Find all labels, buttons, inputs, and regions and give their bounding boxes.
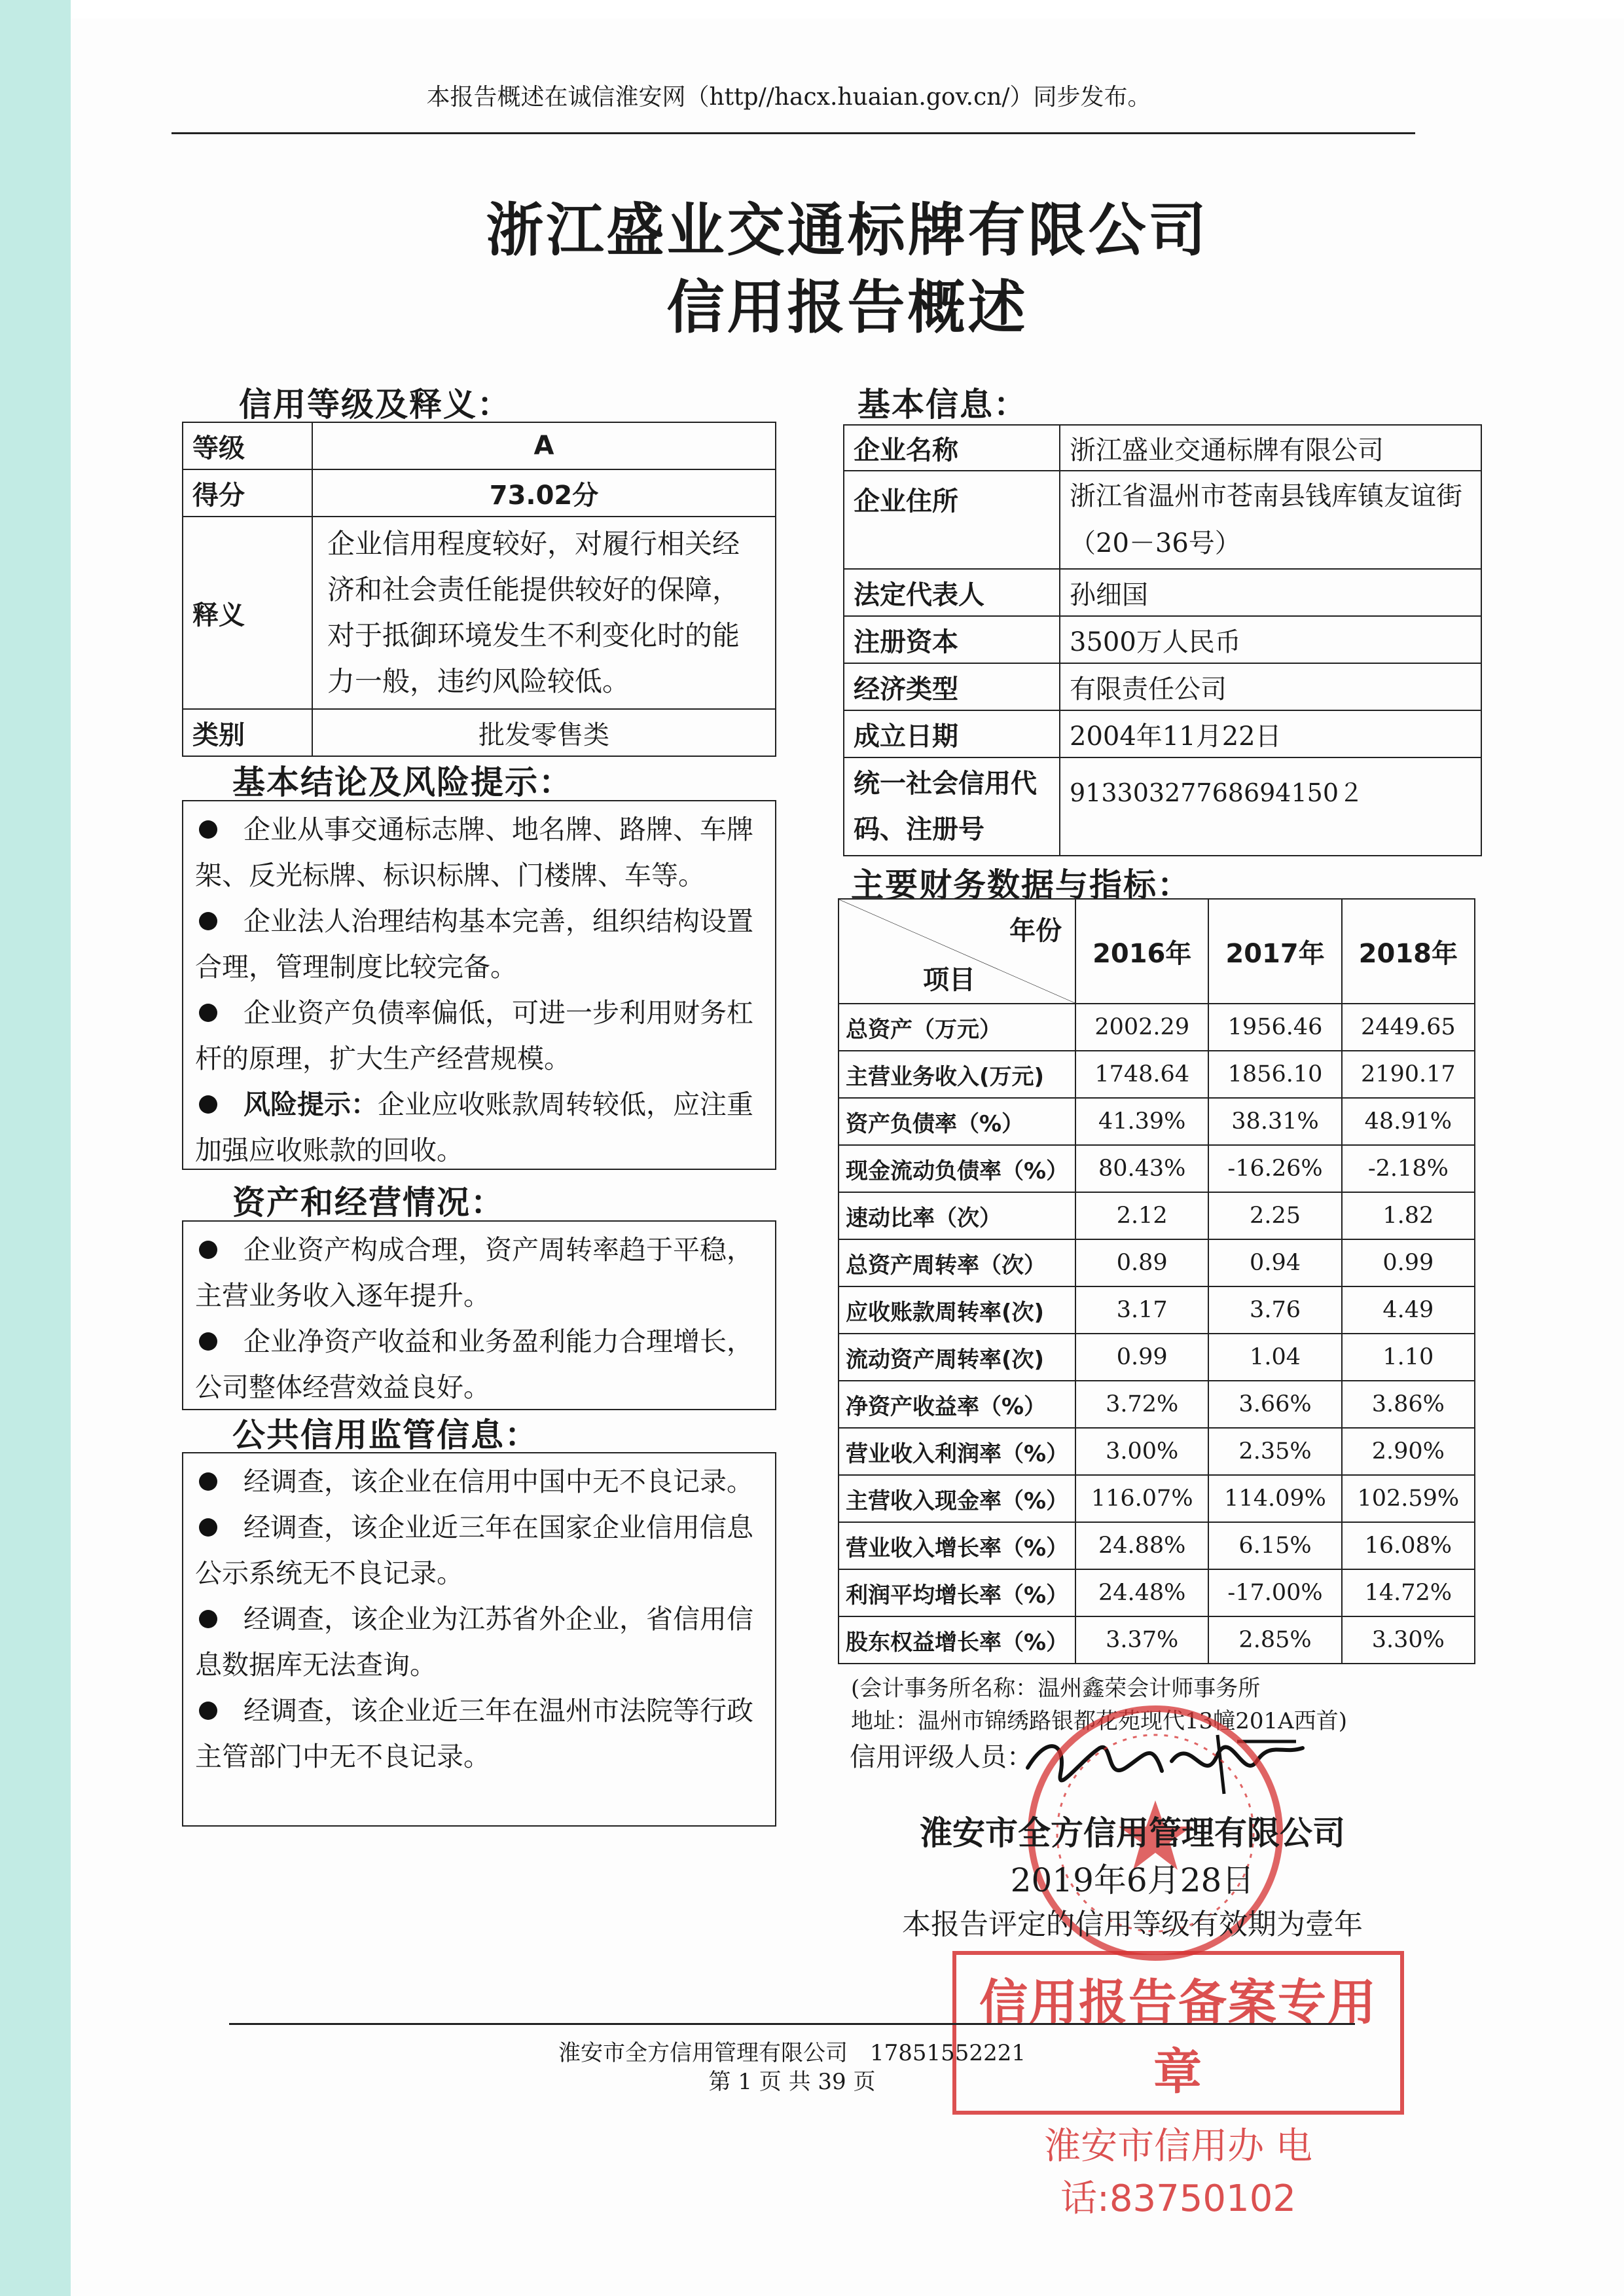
financial-value: 6.15% — [1208, 1522, 1341, 1569]
financial-item-label: 速动比率（次） — [839, 1192, 1075, 1239]
financial-value: 3.72% — [1075, 1381, 1208, 1428]
financial-value: 102.59% — [1342, 1475, 1475, 1522]
financial-value: 1856.10 — [1208, 1051, 1341, 1098]
supervision-heading: 公共信用监管信息： — [232, 1416, 539, 1454]
basic-heading: 基本信息： — [857, 386, 1028, 424]
category-label: 类别 — [183, 709, 312, 756]
firm-note: (会计事务所名称：温州鑫荣会计师事务所 — [851, 1675, 1261, 1702]
financial-row — [839, 1616, 1475, 1664]
assets-item: 企业净资产收益和业务盈利能力合理增长，公司整体经营效益良好。 — [195, 1326, 753, 1403]
financial-value: 1748.64 — [1075, 1051, 1208, 1098]
financial-value: 24.88% — [1075, 1522, 1208, 1569]
financial-item-label: 主营业务收入(万元) — [839, 1051, 1075, 1098]
corner-cell — [839, 899, 1075, 1004]
financial-value: 3.86% — [1342, 1381, 1475, 1428]
financial-value: 2.12 — [1075, 1192, 1208, 1239]
financial-value: 1.04 — [1208, 1334, 1341, 1381]
score-label: 得分 — [183, 469, 312, 517]
corner-item: 项目 — [923, 965, 975, 995]
credit-table — [182, 422, 776, 757]
rater-label: 信用评级人员： — [850, 1742, 1033, 1772]
risk-label: 风险提示： — [244, 1089, 378, 1120]
header-rule — [171, 132, 1415, 134]
bullet-icon — [199, 912, 217, 930]
financial-value: 16.08% — [1342, 1522, 1475, 1569]
financial-item-label: 资产负债率（%） — [839, 1098, 1075, 1145]
supervision-item: 经调查，该企业为江苏省外企业，省信用信息数据库无法查询。 — [195, 1603, 753, 1681]
conclusion-item: 企业资产负债率偏低，可进一步利用财务杠杆的原理，扩大生产经营规模。 — [195, 997, 753, 1074]
financial-item-label: 净资产收益率（%） — [839, 1381, 1075, 1428]
financial-value: 2002.29 — [1075, 1004, 1208, 1051]
assets-heading: 资产和经营情况： — [232, 1184, 505, 1222]
financial-value: 114.09% — [1208, 1475, 1341, 1522]
supervision-box — [182, 1452, 776, 1827]
financial-row — [839, 1428, 1475, 1475]
financial-value: 1.10 — [1342, 1334, 1475, 1381]
basic-value: 2004年11月22日 — [1060, 710, 1481, 757]
financial-value: -17.00% — [1208, 1569, 1341, 1616]
financial-row — [839, 1098, 1475, 1145]
grade-value: A — [312, 422, 776, 469]
footer-company: 淮安市全方信用管理有限公司 17851552221 — [558, 2040, 1026, 2066]
credit-heading: 信用等级及释义： — [239, 386, 511, 424]
financial-row — [839, 1334, 1475, 1381]
year-header: 2018年 — [1342, 899, 1475, 1004]
financial-row — [839, 1286, 1475, 1334]
bullet-icon — [199, 820, 217, 839]
basic-value: 91330327768694150２ — [1060, 757, 1481, 856]
conclusion-heading: 基本结论及风险提示： — [232, 763, 573, 801]
year-header: 2016年 — [1075, 899, 1208, 1004]
basic-label: 经济类型 — [844, 663, 1060, 710]
basic-label: 法定代表人 — [844, 569, 1060, 616]
financial-value: 41.39% — [1075, 1098, 1208, 1145]
financial-value: 2.25 — [1208, 1192, 1341, 1239]
financial-value: 2.90% — [1342, 1428, 1475, 1475]
footer-rule — [229, 2023, 1355, 2025]
stamp-contact: 淮安市信用办 电话:83750102 — [1044, 2125, 1312, 2220]
financial-item-label: 现金流动负债率（%） — [839, 1145, 1075, 1192]
financial-item-label: 股东权益增长率（%） — [839, 1616, 1075, 1664]
financial-value: 3.66% — [1208, 1381, 1341, 1428]
financial-value: 3.00% — [1075, 1428, 1208, 1475]
financial-value: 2.85% — [1208, 1616, 1341, 1664]
financial-row — [839, 1569, 1475, 1616]
assets-box — [182, 1220, 776, 1410]
financial-value: 3.30% — [1342, 1616, 1475, 1664]
supervision-item: 经调查，该企业在信用中国中无不良记录。 — [195, 1459, 763, 1504]
financial-row — [839, 1145, 1475, 1192]
financial-row — [839, 1475, 1475, 1522]
grade-label: 等级 — [183, 422, 312, 469]
basic-value: 孙细国 — [1060, 569, 1481, 616]
financial-row — [839, 1051, 1475, 1098]
financial-item-label: 应收账款周转率(次) — [839, 1286, 1075, 1334]
financial-value: 3.17 — [1075, 1286, 1208, 1334]
financial-value: -16.26% — [1208, 1145, 1341, 1192]
financial-value: 1956.46 — [1208, 1004, 1341, 1051]
bullet-icon — [199, 1518, 217, 1537]
stamp-title: 信用报告备案专用章 — [979, 1975, 1377, 2100]
side-strip — [0, 0, 71, 2296]
financial-item-label: 利润平均增长率（%） — [839, 1569, 1075, 1616]
bullet-icon — [199, 1004, 217, 1022]
financial-item-label: 营业收入增长率（%） — [839, 1522, 1075, 1569]
basic-label: 注册资本 — [844, 616, 1060, 663]
financial-value: 2190.17 — [1342, 1051, 1475, 1098]
financial-value: 38.31% — [1208, 1098, 1341, 1145]
financial-value: 0.89 — [1075, 1239, 1208, 1286]
conclusion-item: 企业法人治理结构基本完善，组织结构设置合理，管理制度比较完备。 — [195, 905, 753, 983]
supervision-item: 经调查，该企业近三年在国家企业信用信息公示系统无不良记录。 — [195, 1512, 753, 1589]
bullet-icon — [199, 1702, 217, 1720]
financial-table — [838, 898, 1475, 1664]
financial-value: 3.76 — [1208, 1286, 1341, 1334]
financial-value: 2449.65 — [1342, 1004, 1475, 1051]
financial-value: 0.94 — [1208, 1239, 1341, 1286]
financial-rows — [839, 1004, 1475, 1664]
footer-page: 第 1 页 共 39 页 — [708, 2069, 876, 2095]
financial-row — [839, 1381, 1475, 1428]
financial-value: 24.48% — [1075, 1569, 1208, 1616]
report-title: 信用报告概述 — [666, 274, 1028, 341]
issuer-name: 淮安市全方信用管理有限公司 — [920, 1814, 1345, 1852]
bullet-icon — [199, 1610, 217, 1628]
header-note: 本报告概述在诚信淮安网（http//hacx.huaian.gov.cn/）同步发布。 — [426, 84, 1151, 111]
company-title: 浙江盛业交通标牌有限公司 — [486, 196, 1209, 264]
financial-item-label: 主营收入现金率（%） — [839, 1475, 1075, 1522]
issuer-date: 2019年6月28日 — [1010, 1861, 1255, 1899]
category-value: 批发零售类 — [312, 709, 776, 756]
bullet-icon — [199, 1332, 217, 1351]
basic-label: 企业住所 — [844, 471, 1060, 569]
financial-value: 3.37% — [1075, 1616, 1208, 1664]
basic-value: 3500万人民币 — [1060, 616, 1481, 663]
address-note: 地址：温州市锦绣路银都花苑现代13幢201A西首) — [851, 1708, 1347, 1734]
financial-value: -2.18% — [1342, 1145, 1475, 1192]
basic-info-table — [843, 424, 1482, 856]
financial-value: 0.99 — [1342, 1239, 1475, 1286]
basic-label: 企业名称 — [844, 425, 1060, 471]
financial-value: 48.91% — [1342, 1098, 1475, 1145]
basic-label: 成立日期 — [844, 710, 1060, 757]
financial-item-label: 流动资产周转率(次) — [839, 1334, 1075, 1381]
financial-value: 4.49 — [1342, 1286, 1475, 1334]
financial-heading: 主要财务数据与指标： — [851, 866, 1191, 904]
year-header: 2017年 — [1208, 899, 1341, 1004]
financial-item-label: 总资产周转率（次） — [839, 1239, 1075, 1286]
financial-value: 116.07% — [1075, 1475, 1208, 1522]
bullet-icon — [199, 1095, 217, 1114]
financial-value: 0.99 — [1075, 1334, 1208, 1381]
basic-label: 统一社会信用代码、注册号 — [844, 757, 1060, 856]
financial-value: 2.35% — [1208, 1428, 1341, 1475]
bullet-icon — [199, 1241, 217, 1259]
assets-item: 企业资产构成合理，资产周转率趋于平稳，主营业务收入逐年提升。 — [195, 1234, 753, 1311]
financial-row — [839, 1239, 1475, 1286]
validity-note: 本报告评定的信用等级有效期为壹年 — [902, 1908, 1363, 1941]
risk-item: 风险提示：企业应收账款周转较低，应注重加强应收账款的回收。 — [195, 1089, 753, 1166]
financial-value: 1.82 — [1342, 1192, 1475, 1239]
meaning-value: 企业信用程度较好，对履行相关经济和社会责任能提供较好的保障，对于抵御环境发生不利变化时的能力一般，违约风险较低。 — [312, 517, 776, 709]
financial-row — [839, 1522, 1475, 1569]
financial-row — [839, 1192, 1475, 1239]
conclusion-item: 企业从事交通标志牌、地名牌、路牌、车牌架、反光标牌、标识标牌、门楼牌、车等。 — [195, 814, 753, 891]
conclusion-box — [182, 800, 776, 1170]
financial-item-label: 总资产（万元） — [839, 1004, 1075, 1051]
supervision-item: 经调查，该企业近三年在温州市法院等行政主管部门中无不良记录。 — [195, 1695, 753, 1772]
financial-value: 80.43% — [1075, 1145, 1208, 1192]
basic-value: 浙江省温州市苍南县钱库镇友谊街（20－36号） — [1060, 471, 1481, 569]
corner-year: 年份 — [1009, 916, 1062, 946]
basic-value: 浙江盛业交通标牌有限公司 — [1060, 425, 1481, 471]
basic-value: 有限责任公司 — [1060, 663, 1481, 710]
financial-item-label: 营业收入利润率（%） — [839, 1428, 1075, 1475]
meaning-label: 释义 — [183, 517, 312, 709]
bullet-icon — [199, 1472, 217, 1491]
score-value: 73.02分 — [312, 469, 776, 517]
financial-value: 14.72% — [1342, 1569, 1475, 1616]
financial-row — [839, 1004, 1475, 1051]
